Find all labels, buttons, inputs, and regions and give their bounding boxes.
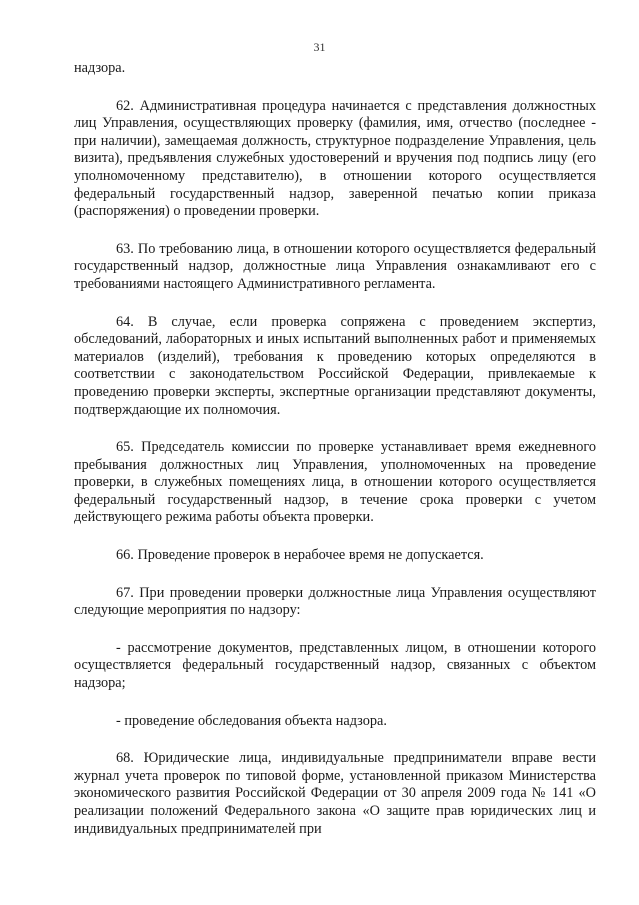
paragraph-62: 62. Административная процедура начинается с представления должностных лиц Управления, осуществляющих проверку (фамилия, имя, отчество (последнее - при наличии), замещаемая должность, структурное подразделение Управления, цель визита), предъявления служебных удостоверений и вручения под подпись лицу (его уполномоченному представителю), в отношении которого осуществляется федеральный государственный надзор, заверенной печатью копии приказа (распоряжения) о проведении проверки. — [74, 97, 596, 220]
paragraph-66: 66. Проведение проверок в нерабочее время не допускается. — [116, 547, 484, 564]
paragraph-63: 63. По требованию лица, в отношении которого осуществляется федеральный государственный надзор, должностные лица Управления ознакамливают его с требованиями настоящего Административного регламента. — [74, 240, 596, 292]
paragraph-67: 67. При проведении проверки должностные лица Управления осуществляют следующие мероприятия по надзору: — [74, 584, 596, 619]
list-item-documents-review: - рассмотрение документов, представленных лицом, в отношении которого осуществляется федеральный государственный надзор, связанных с объектом надзора; — [74, 639, 596, 692]
page-number: 31 — [313, 40, 326, 54]
paragraph-64: 64. В случае, если проверка сопряжена с проведением экспертиз, обследований, лабораторных и иных испытаний выполненных работ и применяемых материалов (изделий), требования к проведению которых определяются в соответствии с законодательством Российской Федерации, привлекаемые к проведению проверки эксперты, экспертные организации представляют документы, подтверждающие их полномочия. — [74, 313, 596, 418]
paragraph-65: 65. Председатель комиссии по проверке устанавливает время ежедневного пребывания должностных лиц Управления, уполномоченных на проведение проверки, в служебных помещениях лица, в отношении которого осуществляется федеральный государственный надзор, в течение срока проверки с учетом действующего режима работы объекта проверки. — [74, 439, 596, 526]
document-body — [74, 60, 596, 838]
paragraph-continuation: надзора. — [74, 60, 126, 76]
list-item-object-inspection: - проведение обследования объекта надзора. — [116, 712, 387, 729]
paragraph-68: 68. Юридические лица, индивидуальные предприниматели вправе вести журнал учета проверок по типовой форме, установленной приказом Министерства экономического развития Российской Федерации от 30 апреля 2009 года № 141 «О реализации положений Федерального закона «О защите прав юридических лиц и индивидуальных предпринимателей при — [74, 750, 596, 837]
